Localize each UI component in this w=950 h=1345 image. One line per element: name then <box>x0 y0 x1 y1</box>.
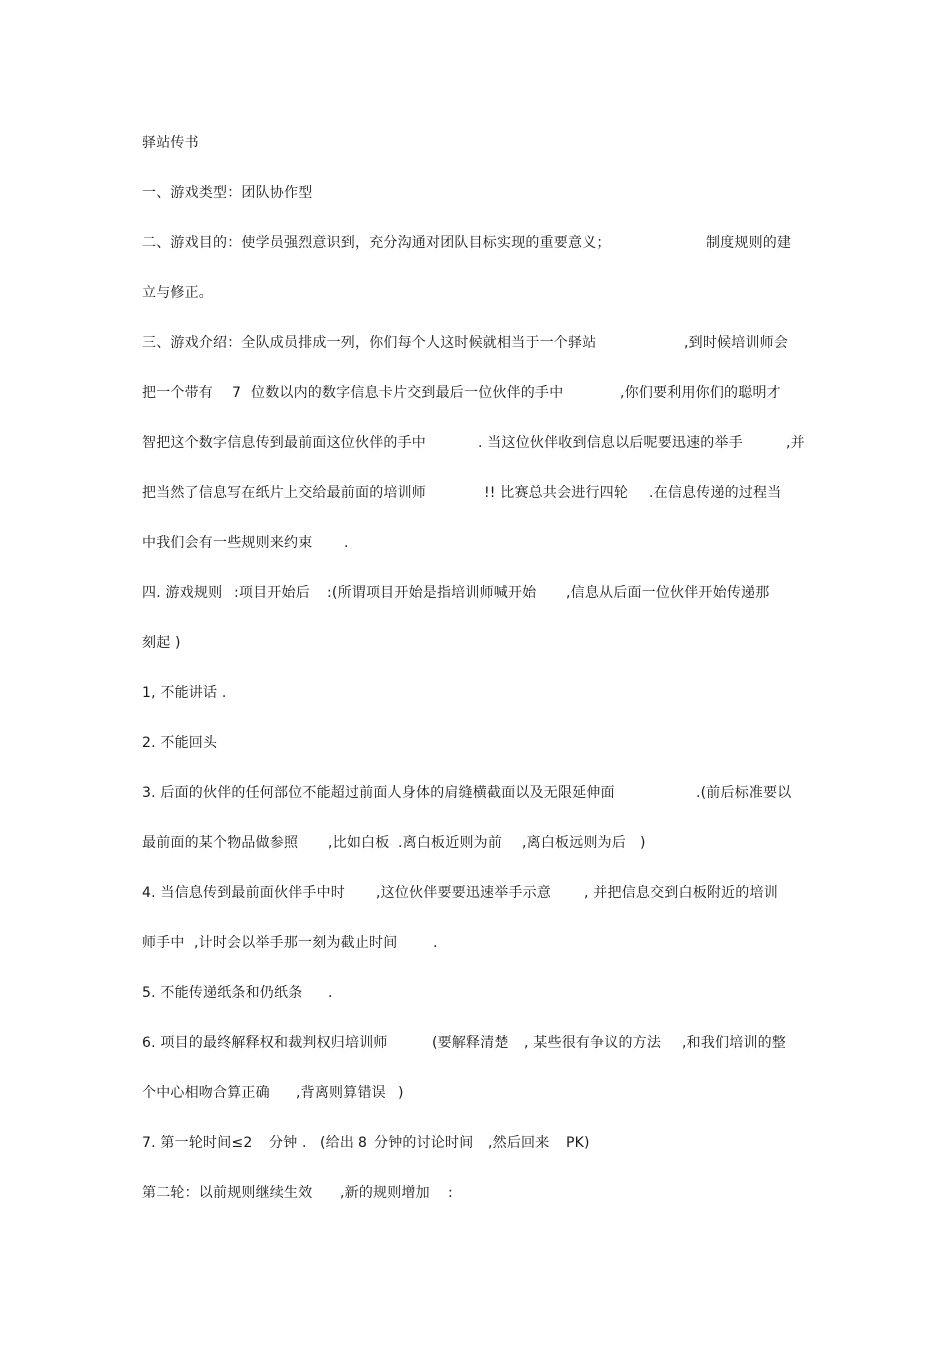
rules-heading-c: :(所谓项目开始是指培训师喊开始 <box>327 585 537 601</box>
rules-heading-e: 刻起 ) <box>142 635 181 651</box>
rule-5-text-b: . <box>328 985 333 1001</box>
rule-7-text-d: 8 <box>358 1135 368 1151</box>
rules-heading-d: ,信息从后面一位伙伴开始传递那 <box>566 585 770 601</box>
rule-3-text-a: 3. 后面的伙伴的任何部位不能超过前面人身体的肩缝横截面以及无限延伸面 <box>142 785 615 801</box>
intro-text-2c: 位数以内的数字信息卡片交到最后一位伙伴的手中 <box>251 385 564 401</box>
rule-7-text-a: 7. 第一轮时间≤2 <box>142 1135 253 1151</box>
rule-7-text-b: 分钟 . <box>269 1135 307 1151</box>
intro-text-1b: ,到时候培训师会 <box>684 335 789 351</box>
rule-7-text-e: 分钟的讨论时间 <box>374 1135 474 1151</box>
rule-6-text-e: 个中心相吻合算正确 <box>142 1085 270 1101</box>
round-2-line <box>142 1183 453 1283</box>
round-2-text-b: ,新的规则增加 <box>340 1185 430 1201</box>
purpose-text-b: 制度规则的建 <box>706 235 792 251</box>
rule-4-text-a: 4. 当信息传到最前面伙伴手中时 <box>142 885 346 901</box>
rule-4-text-c: , 并把信息交到白板附近的培训 <box>584 885 778 901</box>
rule-4-text-f: . <box>433 935 438 951</box>
intro-text-2d: ,你们要利用你们的聪明才 <box>620 385 781 401</box>
rule-3-text-b: .(前后标准要以 <box>696 785 792 801</box>
game-type-text: 一、游戏类型：团队协作型 <box>142 185 313 201</box>
rules-heading-b: :项目开始后 <box>234 585 310 601</box>
purpose-text-a: 二、游戏目的：使学员强烈意识到，充分沟通对团队目标实现的重要意义； <box>142 235 611 251</box>
title-text: 驿站传书 <box>142 135 199 151</box>
rule-3-text-c: 最前面的某个物品做参照 <box>142 835 299 851</box>
rule-6-text-f: ,背离则算错误 <box>296 1085 386 1101</box>
rule-7-text-c: (给出 <box>320 1135 355 1151</box>
rule-6-text-g: ) <box>398 1085 404 1101</box>
round-2-text-c: : <box>448 1185 453 1201</box>
intro-text-2b: 7 <box>232 385 242 401</box>
rule-3-text-f: ,离白板远则为后 <box>522 835 627 851</box>
round-2-text-a: 第二轮：以前规则继续生效 <box>142 1185 313 1201</box>
intro-text-4a: 把当然了信息写在纸片上交给最前面的培训师 <box>142 485 426 501</box>
intro-text-3b: . 当这位伙伴收到信息以后呢要迅速的举手 <box>478 435 743 451</box>
intro-text-3a: 智把这个数字信息传到最前面这位伙伴的手中 <box>142 435 426 451</box>
rules-heading-a: 四. 游戏规则 <box>142 585 223 601</box>
intro-text-2a: 把一个带有 <box>142 385 213 401</box>
rule-7-text-g: PK) <box>566 1135 590 1151</box>
rule-3-text-d: ,比如白板 <box>328 835 390 851</box>
rule-6-text-a: 6. 项目的最终解释权和裁判权归培训师 <box>142 1035 388 1051</box>
rule-3-text-e: .离白板近则为前 <box>398 835 503 851</box>
intro-text-4c: .在信息传递的过程当 <box>649 485 782 501</box>
intro-text-4b: !! 比赛总共会进行四轮 <box>484 485 629 501</box>
rule-5-text-a: 5. 不能传递纸条和仍纸条 <box>142 985 303 1001</box>
rule-7-text-f: ,然后回来 <box>488 1135 550 1151</box>
rule-3-text-g: ) <box>640 835 646 851</box>
rule-4-text-b: ,这位伙伴要要迅速举手示意 <box>376 885 552 901</box>
rule-2-text: 2. 不能回头 <box>142 735 218 751</box>
intro-text-5b: . <box>344 535 349 551</box>
intro-text-1a: 三、游戏介绍：全队成员排成一列，你们每个人这时候就相当于一个驿站 <box>142 335 597 351</box>
rule-6-text-b: (要解释清楚 <box>432 1035 509 1051</box>
rule-4-text-e: ,计时会以举手那一刻为截止时间 <box>194 935 398 951</box>
intro-text-5a: 中我们会有一些规则来约束 <box>142 535 313 551</box>
purpose-text-c: 立与修正。 <box>142 285 213 301</box>
intro-text-3c: ,并 <box>786 435 805 451</box>
rule-4-text-d: 师手中 <box>142 935 185 951</box>
rule-6-text-c: , 某些很有争议的方法 <box>524 1035 662 1051</box>
rule-6-text-d: ,和我们培训的整 <box>682 1035 787 1051</box>
rule-1-text: 1, 不能讲话 . <box>142 685 227 701</box>
